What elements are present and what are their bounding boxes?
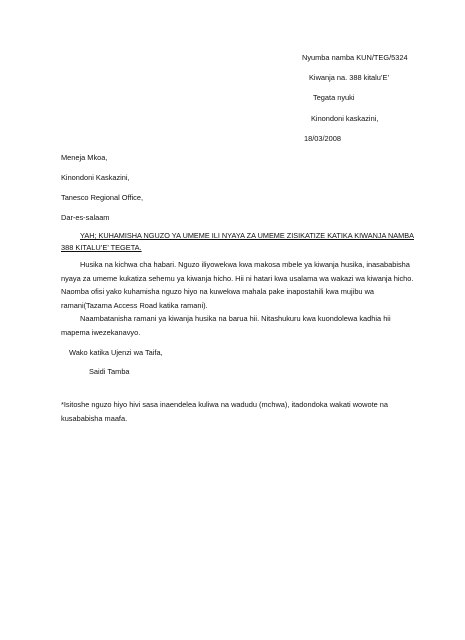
body-paragraph-1: Husika na kichwa cha habari. Nguzo iliyowekwa kwa makosa mbele ya kiwanja husika, inasababisha nyaya za umeme kukatiza sehemu ya kiwanja hicho. Hii ni hatari kwa usalama wa wakazi wa kiwanja hicho. Naomba ofisi yako kuhamisha nguzo hiyo na kuwekwa mahala pake inapostahili kwa mujibu wa ramani(Tazama Access Road katika ramani).	[61, 260, 414, 310]
body-paragraph-2: Naambatanisha ramani ya kiwanja husika na barua hii. Nitashukuru kwa kuondolewa kadhia hii mapema iwezekanavyo.	[61, 314, 391, 337]
subject-line-2: 388 KITALU’E’ TEGETA.	[61, 243, 142, 252]
sender-address-line-2: Kiwanja na. 388 kitalu’E’	[309, 73, 390, 82]
footnote: *Isitoshe nguzo hiyo hivi sasa inaendelea kuliwa na wadudu (mchwa), itadondoka wakati wowote na kusababisha maafa.	[61, 400, 389, 423]
recipient-line-1: Meneja Mkoa,	[61, 153, 108, 162]
subject-line-1: YAH; KUHAMISHA NGUZO YA UMEME ILI NYAYA ZA UMEME ZISIKATIZE KATIKA KIWANJA NAMBA	[80, 231, 414, 240]
recipient-line-2: Kinondoni Kaskazini,	[61, 173, 130, 182]
sender-address-line-4: Kinondoni kaskazini,	[311, 114, 379, 123]
closing-salutation: Wako katika Ujenzi wa Taifa,	[69, 348, 163, 357]
sender-address-line-1: Nyumba namba KUN/TEG/5324	[302, 53, 408, 62]
letter-date: 18/03/2008	[304, 134, 341, 143]
recipient-line-4: Dar-es-salaam	[61, 213, 110, 222]
sender-address-line-3: Tegata nyuki	[313, 93, 355, 102]
signature-name: Saidi Tamba	[89, 367, 130, 376]
recipient-line-3: Tanesco Regional Office,	[61, 193, 144, 202]
